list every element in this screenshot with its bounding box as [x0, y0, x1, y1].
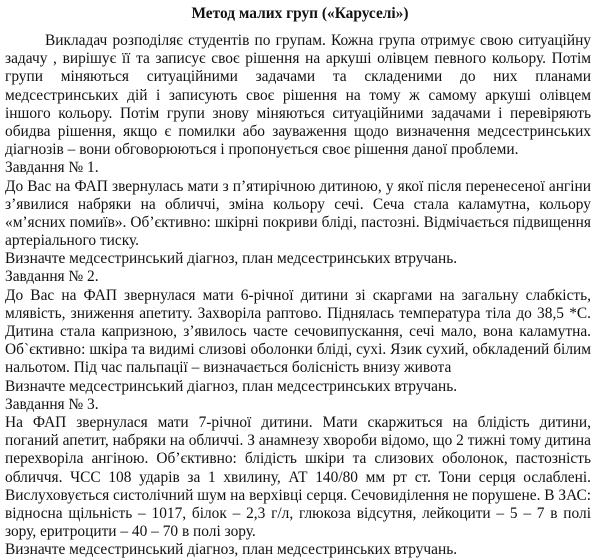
text-line: млявість, зниження апетиту. Захворіла раптово. Піднялась температура тіла до 38,5 *С. [5, 304, 591, 322]
text-line: зору, еритроцити – 40 – 70 в полі зору. [5, 523, 256, 541]
task-heading: Завдання № 1. [5, 159, 99, 177]
text-line: обидва рішення, якщо є помилки або зауваження щодо визначення медсестринських [5, 122, 591, 140]
text-line: відносна щільність – 1017, білок – 2,3 г/л, глюкоза відсутня, лейкоцити – 5 – 7 в полі [5, 504, 591, 522]
text-line: поганий апетит, набряки на обличчі. З анамнезу хвороби відомо, що 2 тижні тому дитина [5, 432, 591, 450]
text-line: перехворіла ангіною. Об’єктивно: блідість шкіри та слизових оболонок, пастозність [5, 450, 591, 468]
text-line: групи міняються ситуаційними задачами та складеними до них планами [5, 68, 591, 86]
text-line: Викладач розподіляє студентів по групам. Кожна група отримує свою ситуаційну [45, 32, 591, 49]
text-line: з’явилися набряки на обличчі, зміна кольору сечі. Сеча стала каламутна, кольору [5, 195, 591, 213]
text-line: діагнозів – вони обговорюються і пропонується своє рішення даної проблеми. [5, 141, 519, 159]
task-heading: Завдання № 2. [5, 268, 99, 286]
text-line: обличчя. ЧСС 108 ударів за 1 хвилину, АТ 140/80 мм рт ст. Тони серця ослаблені. [5, 468, 591, 486]
task-question: Визначте медсестринський діагноз, план медсестринських втручань. [5, 541, 458, 559]
text-line: нальотом. Під час пальпації – визначається болісність внизу живота [5, 359, 452, 377]
task-question: Визначте медсестринський діагноз, план медсестринських втручань. [5, 377, 458, 395]
text-line: До Вас на ФАП звернулася мати 6-річної дитини зі скаргами на загальну слабкість, [5, 286, 591, 304]
task-question: Визначте медсестринський діагноз, план медсестринських втручань. [5, 250, 458, 268]
text-line: іншого кольору. Потім групи знову міняються ситуаційними задачами і перевіряють [5, 104, 591, 122]
text-line: артеріального тиску. [5, 232, 139, 250]
text-line: задачу , вирішує її та записує своє рішення на аркуші олівцем певного кольору. Потім [5, 50, 591, 68]
document-title: Метод малих груп («Каруселі») [191, 5, 409, 22]
text-line: Об`єктивно: шкіра та видимі слизові оболонки бліді, сухі. Язик сухий, обкладений білим [5, 341, 591, 359]
task-3 [5, 396, 591, 559]
task-heading: Завдання № 3. [5, 395, 99, 413]
text-line: медсестринських дій і записують своє рішення на тому ж самому аркуші олівцем [5, 86, 591, 104]
text-line: На ФАП звернулася мати 7-річної дитини. Мати скаржиться на блідість дитини, [5, 413, 591, 431]
text-line: «м’ясних помиїв». Об’єктивно: шкірні покриви бліді, пастозні. Відмічається підвищення [5, 213, 591, 231]
task-1 [5, 159, 591, 268]
task-2 [5, 268, 591, 395]
intro-paragraph [5, 32, 591, 159]
text-line: Дитина стала капризною, з’явилось часте сечовипускання, сечі мало, вона каламутна. [5, 323, 591, 340]
document-body [5, 32, 591, 559]
text-line: До Вас на ФАП звернулась мати з п’ятирічною дитиною, у якої після перенесеної ангіни [5, 177, 591, 195]
text-line: Вислуховується систолічний шум на верхівці серця. Сечовиділення не порушене. В ЗАС: [5, 486, 591, 504]
